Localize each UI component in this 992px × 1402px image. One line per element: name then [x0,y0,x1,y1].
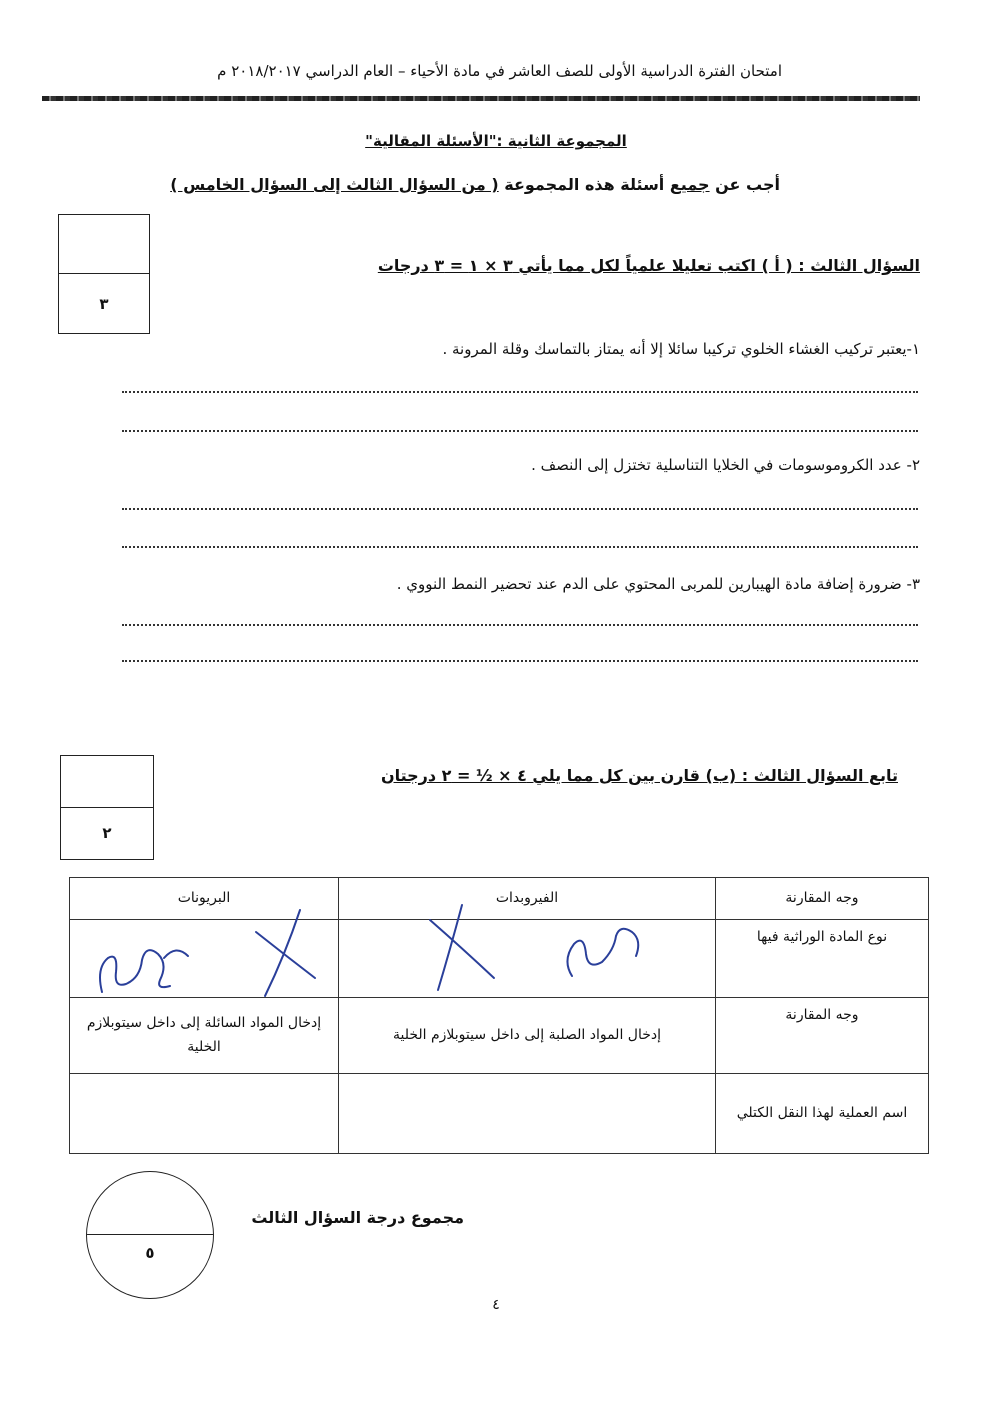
table-row-label: نوع المادة الوراثية فيها [716,920,929,998]
q3a-item-1: ١-يعتبر تركيب الغشاء الخلوي تركيبا سائلا إلا أنه يمتاز بالتماسك وقلة المرونة . [442,340,920,358]
total-score-circle [86,1171,214,1299]
instruction-range: ( من السؤال الثالث إلى السؤال الخامس ) [170,175,499,194]
q3b-title-text: تابع السؤال الثالث : (ب) قارن بين كل مما يلي ٤ × ½ = ٢ درجتان [380,766,898,785]
q3a-item-2: ٢- عدد الكروموسومات في الخلايا التناسلية تختزل إلى النصف . [531,456,920,474]
q3a-title-text: السؤال الثالث : ( أ ) اكتب تعليلا علمياً لكل مما يأتي ٣ × ١ = ٣ درجات [377,256,920,275]
q3b-score-value: ٢ [102,824,112,843]
table-header-cell: البريونات [70,878,339,920]
scribble-stroke [100,950,170,992]
total-score-value: ٥ [145,1244,155,1262]
table-cell: إدخال المواد السائلة إلى داخل سيتوبلازم الخلية [70,998,339,1074]
table-header-cell: الفيروبدات [339,878,716,920]
table-cell: إدخال المواد الصلبة إلى داخل سيتوبلازم الخلية [339,998,716,1074]
x-mark-stroke [438,905,462,990]
q3a-item-3: ٣- ضرورة إضافة مادة الهيبارين للمربى المحتوي على الدم عند تحضير النمط النووي . [396,575,920,593]
page-number: ٤ [492,1297,500,1313]
table-header-cell: وجه المقارنة [716,878,929,920]
group-title-text: المجموعة الثانية :"الأسئلة المقالية" [365,132,627,150]
table-row-label: وجه المقارنة [716,998,929,1074]
total-circle-divider [87,1234,213,1235]
q3a-score-value: ٣ [99,294,109,313]
total-score-label: مجموع درجة السؤال الثالث [251,1208,464,1227]
x-mark-stroke [256,932,315,978]
scribble-stroke [567,929,638,976]
instruction-prefix: أجب عن [709,175,780,194]
instruction-emphasis: جميع [669,175,710,194]
exam-header-title: امتحان الفترة الدراسية الأولى للصف العاشر في مادة الأحياء – العام الدراسي ٢٠١٨/٢٠١٧ م [217,62,782,80]
table-row-label: اسم العملية لهذا النقل الكتلي [716,1074,929,1154]
scribble-stroke [164,950,188,958]
instruction-middle: أسئلة هذه المجموعة [498,175,670,194]
x-mark-stroke [430,920,494,978]
